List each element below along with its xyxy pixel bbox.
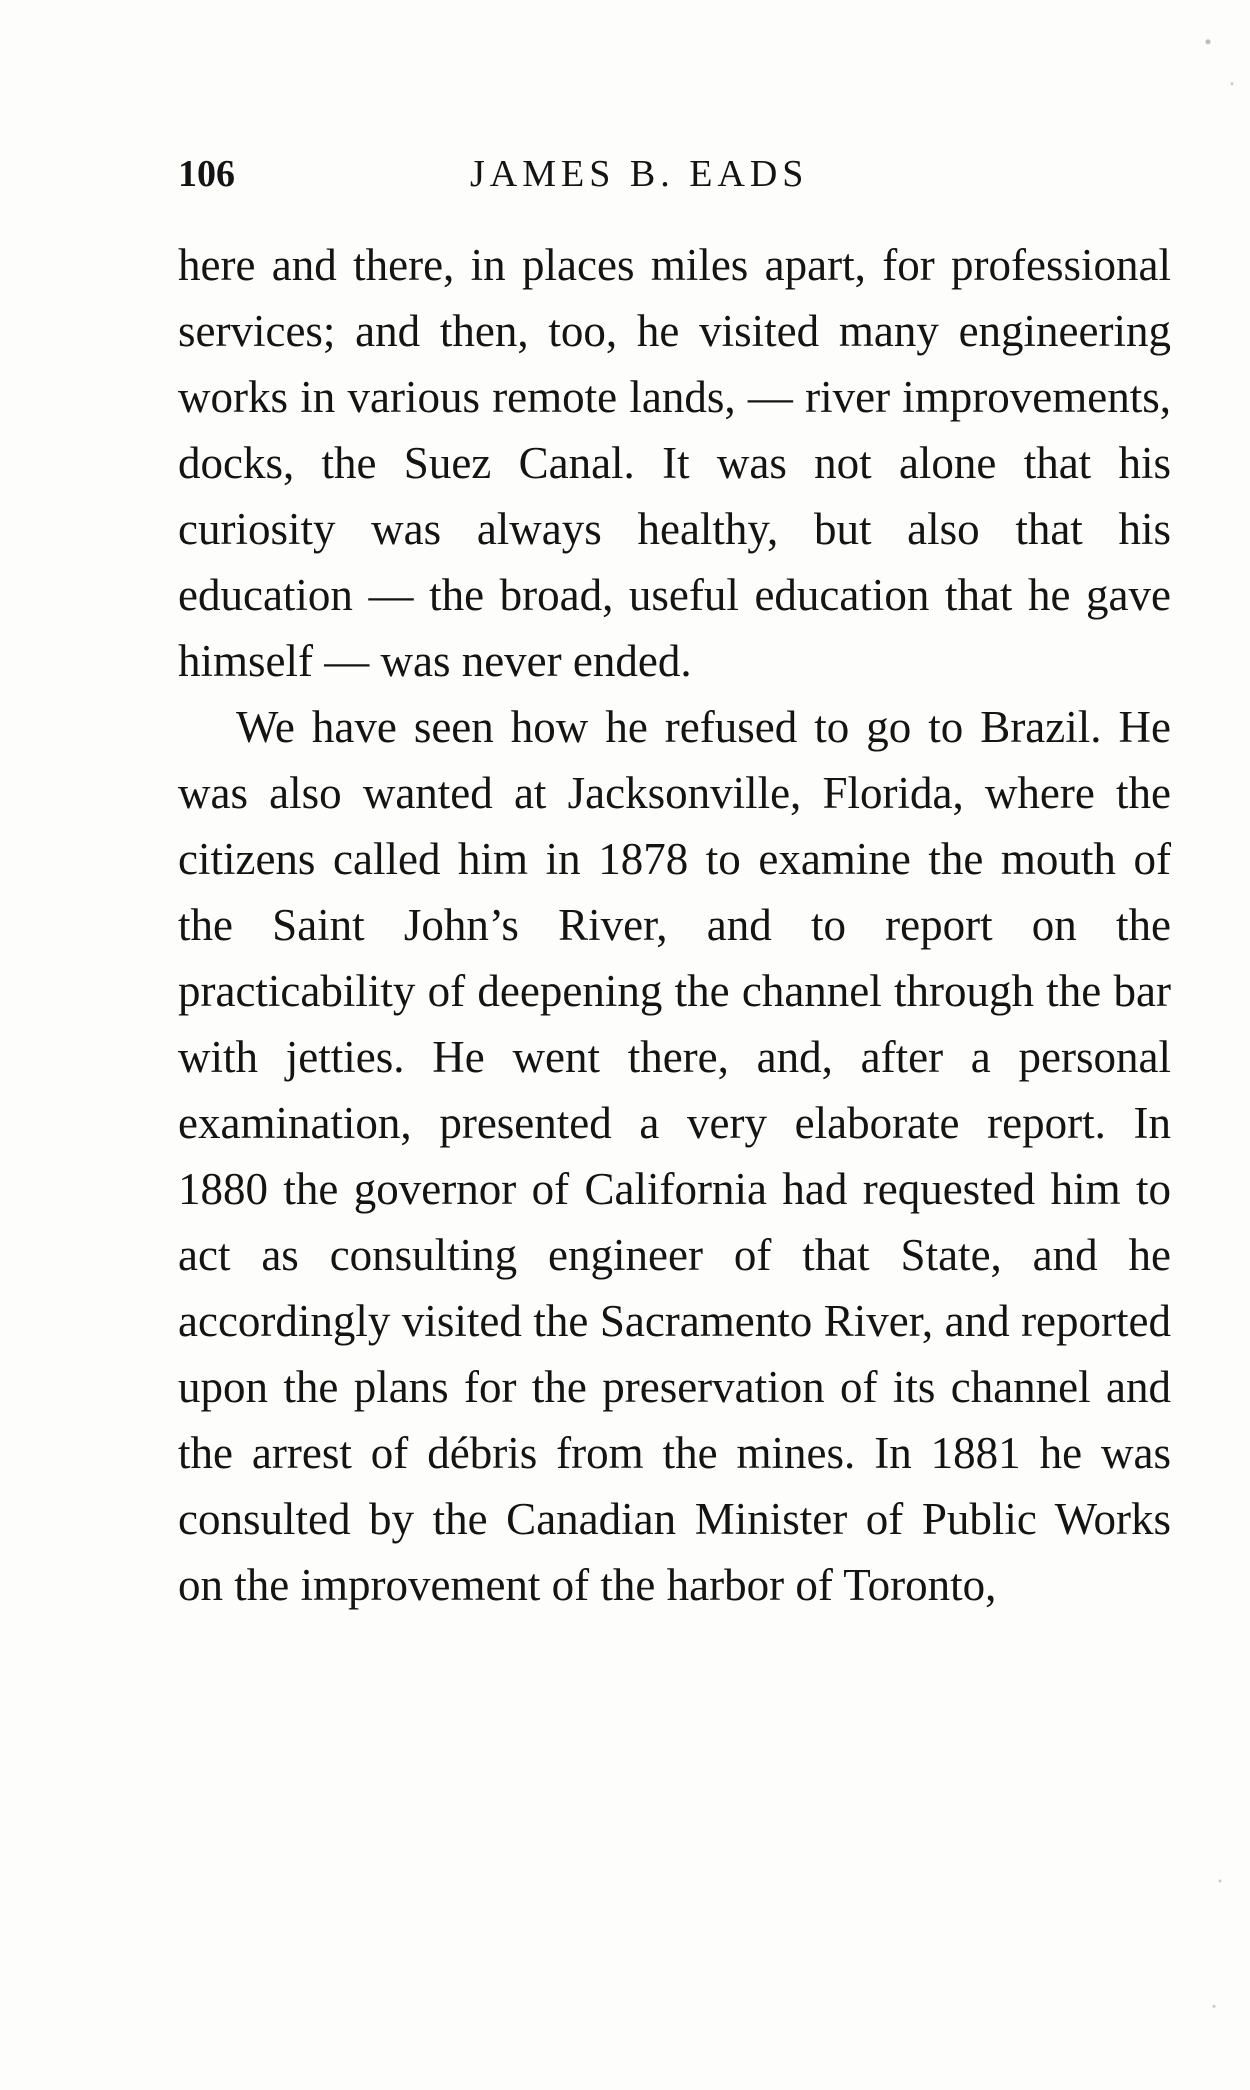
page-header xyxy=(178,152,1171,202)
page-number: 106 xyxy=(178,153,235,195)
body-text xyxy=(178,232,1171,1618)
paragraph-continuation: here and there, in places miles apart, for professional services; and then, too, he visited many engineering works in various remote lands, — river improvements, docks, the Suez Canal. It was not alone that his curiosity was always healthy, but also that his education — the broad, useful education that he gave himself — was never ended. xyxy=(178,240,1171,686)
page-edge-speckles xyxy=(1190,0,1250,2090)
paragraph-brazil-jacksonville: We have seen how he refused to go to Brazil. He was also wanted at Jacksonville, Florida, where the citizens called him in 1878 to examine the mouth of the Saint John’s River, and to report on the practicability of deepening the channel through the bar with jetties. He went there, and, after a personal examination, presented a very elaborate report. In 1880 the governor of California had requested him to act as consulting engineer of that State, and he accordingly visited the Sacramento River, and reported upon the plans for the preservation of its channel and the arrest of débris from the mines. In 1881 he was consulted by the Canadian Minister of Public Works on the improvement of the harbor of Toronto, xyxy=(178,702,1171,1610)
running-title: JAMES B. EADS xyxy=(470,153,809,195)
